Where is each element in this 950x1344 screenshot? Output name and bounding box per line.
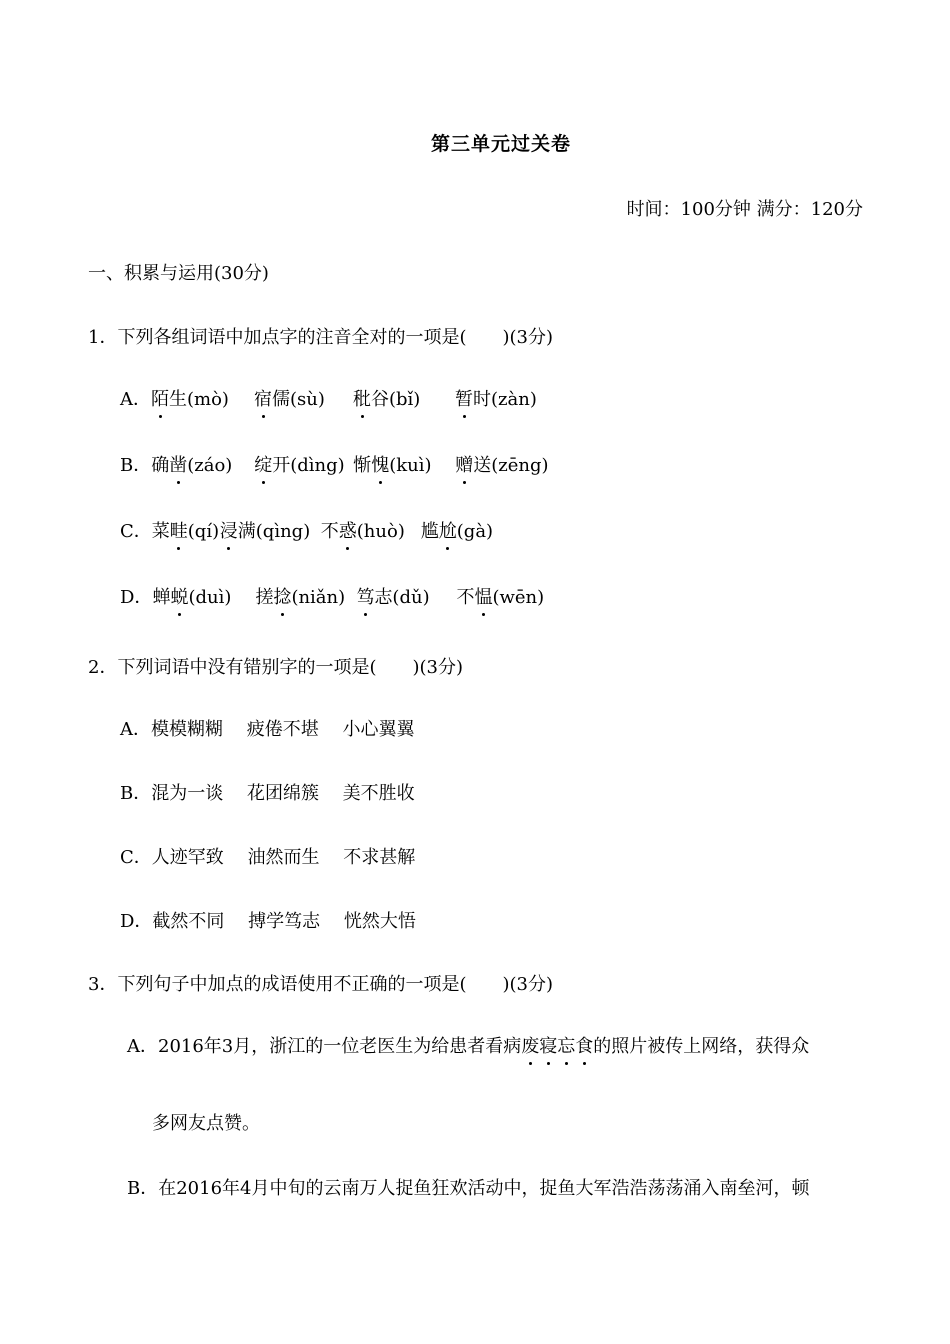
- word: 陌生(mò): [151, 387, 254, 413]
- question-3-option-a: A．2016年3月，浙江的一位老医生为给患者看病废寝忘食的照片被传上网络，获得众: [127, 1034, 809, 1060]
- word: 秕谷(bǐ): [353, 387, 455, 413]
- question-3-option-b: B．在2016年4月中旬的云南万人捉鱼狂欢活动中，捉鱼大军浩浩荡荡涌入南垒河，顿: [127, 1178, 810, 1199]
- word: 暂时(zàn): [455, 387, 537, 413]
- word: 绽开(dìng): [254, 453, 353, 479]
- option-label: C．: [120, 521, 152, 542]
- question-1-option-a: [120, 387, 537, 413]
- page-title: 第三单元过关卷: [430, 133, 571, 155]
- word: 尴尬(gà): [421, 519, 493, 545]
- question-1-option-d: [120, 585, 544, 611]
- word: 不惑(huò): [321, 519, 421, 545]
- word: 宿儒(sù): [254, 387, 353, 413]
- question-1-option-c: [120, 519, 493, 545]
- question-1-option-b: [120, 453, 549, 479]
- dotted-idiom: 废寝忘食: [521, 1036, 593, 1057]
- question-2-option-a: A．模模糊糊 疲倦不堪 小心翼翼: [120, 719, 415, 740]
- question-2-stem: 2．下列词语中没有错别字的一项是( )(3分): [88, 657, 463, 678]
- section-heading: 一、积累与运用(30分): [88, 263, 269, 284]
- word: 不愠(wēn): [456, 585, 544, 611]
- word: 浸满(qìng): [220, 519, 321, 545]
- question-3-stem: 3．下列句子中加点的成语使用不正确的一项是( )(3分): [88, 974, 553, 995]
- question-3-option-a-continued: 多网友点赞。: [152, 1113, 260, 1134]
- word: 笃志(dǔ): [356, 585, 456, 611]
- word: 蝉蜕(duì): [152, 585, 255, 611]
- option-label: D．: [120, 587, 153, 608]
- exam-meta: 时间：100分钟 满分：120分: [626, 199, 863, 220]
- option-label: B．: [120, 455, 152, 476]
- word: 菜畦(qí): [152, 519, 220, 545]
- question-1-stem: 1．下列各组词语中加点字的注音全对的一项是( )(3分): [88, 327, 553, 348]
- word: 确凿(záo): [151, 453, 254, 479]
- option-label: A．: [120, 389, 151, 410]
- question-2-option-c: C．人迹罕致 油然而生 不求甚解: [120, 847, 416, 868]
- word: 搓捻(niǎn): [255, 585, 356, 611]
- word: 惭愧(kuì): [353, 453, 455, 479]
- question-2-option-b: B．混为一谈 花团绵簇 美不胜收: [120, 783, 415, 804]
- question-2-option-d: D．截然不同 搏学笃志 恍然大悟: [120, 911, 416, 932]
- word: 赠送(zēng): [455, 453, 548, 479]
